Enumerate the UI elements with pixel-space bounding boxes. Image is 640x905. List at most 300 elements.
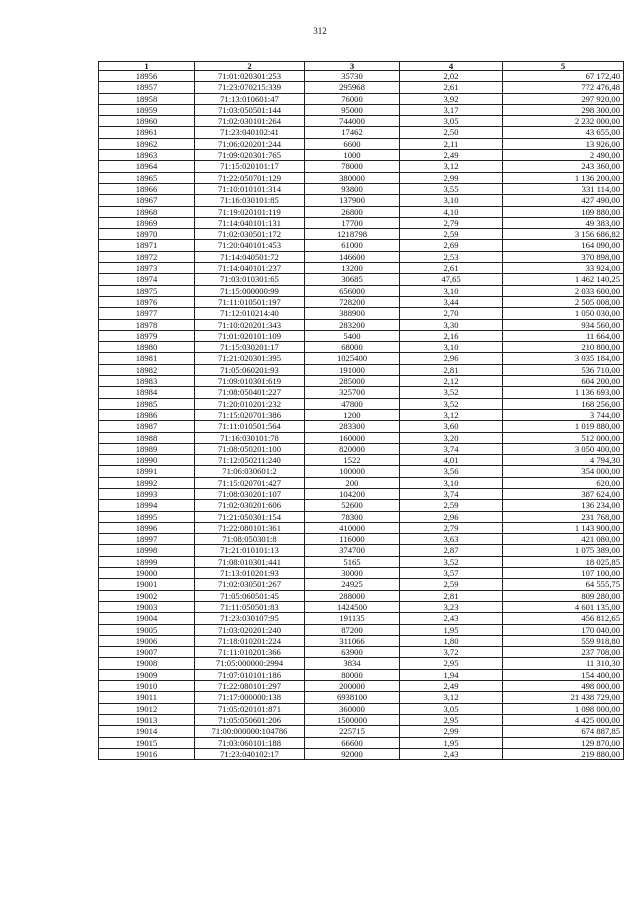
area-cell: 388900: [305, 308, 400, 319]
rate-cell: 3,10: [400, 195, 503, 206]
rate-cell: 2,95: [400, 714, 503, 725]
area-cell: 728200: [305, 296, 400, 307]
cadastral-number: 71:20:010201:232: [195, 398, 305, 409]
cadastral-number: 71:01:020101:109: [195, 330, 305, 341]
rate-cell: 2,11: [400, 138, 503, 149]
value-cell: 3 744,00: [503, 409, 624, 420]
table-row: [99, 251, 624, 262]
row-number: 18956: [99, 71, 195, 82]
rate-cell: 3,92: [400, 93, 503, 104]
row-number: 18986: [99, 409, 195, 420]
row-number: 18981: [99, 353, 195, 364]
area-cell: 63900: [305, 647, 400, 658]
row-number: 18988: [99, 432, 195, 443]
area-cell: 3834: [305, 658, 400, 669]
area-cell: 95000: [305, 104, 400, 115]
value-cell: 21 438 729,00: [503, 692, 624, 703]
row-number: 18982: [99, 364, 195, 375]
table-row: [99, 217, 624, 228]
table-row: [99, 274, 624, 285]
table-row: [99, 161, 624, 172]
value-cell: 1 143 900,00: [503, 522, 624, 533]
area-cell: 1218798: [305, 229, 400, 240]
table-row: [99, 353, 624, 364]
area-cell: 61000: [305, 240, 400, 251]
area-cell: 116000: [305, 534, 400, 545]
cadastral-number: 71:21:020301:395: [195, 353, 305, 364]
rate-cell: 3,52: [400, 398, 503, 409]
area-cell: 656000: [305, 285, 400, 296]
rate-cell: 3,52: [400, 556, 503, 567]
cadastral-number: 71:09:020301:765: [195, 150, 305, 161]
rate-cell: 2,43: [400, 748, 503, 759]
rate-cell: 2,59: [400, 579, 503, 590]
value-cell: 772 476,48: [503, 82, 624, 93]
value-cell: 237 708,00: [503, 647, 624, 658]
cadastral-number: 71:05:050601:206: [195, 714, 305, 725]
area-cell: 30000: [305, 568, 400, 579]
table-row: [99, 511, 624, 522]
row-number: 19005: [99, 624, 195, 635]
rate-cell: 2,43: [400, 613, 503, 624]
cadastral-number: 71:06:020201:244: [195, 138, 305, 149]
rate-cell: 2,81: [400, 364, 503, 375]
cadastral-number: 71:03:020201:240: [195, 624, 305, 635]
cadastral-number: 71:11:010501:197: [195, 296, 305, 307]
area-cell: 311066: [305, 635, 400, 646]
table-row: [99, 206, 624, 217]
value-cell: 2 505 008,00: [503, 296, 624, 307]
rate-cell: 2,69: [400, 240, 503, 251]
table-row: [99, 477, 624, 488]
area-cell: 76000: [305, 93, 400, 104]
row-number: 18960: [99, 116, 195, 127]
value-cell: 64 555,75: [503, 579, 624, 590]
cadastral-number: 71:03:010301:65: [195, 274, 305, 285]
rate-cell: 2,49: [400, 150, 503, 161]
value-cell: 297 920,00: [503, 93, 624, 104]
header-col-3: 3: [305, 62, 400, 71]
value-cell: 13 926,00: [503, 138, 624, 149]
value-cell: 559 918,80: [503, 635, 624, 646]
table-row: [99, 398, 624, 409]
value-cell: 219 880,00: [503, 748, 624, 759]
cadastral-number: 71:12:010214:40: [195, 308, 305, 319]
area-cell: 1500000: [305, 714, 400, 725]
value-cell: 136 234,00: [503, 500, 624, 511]
value-cell: 4 601 135,00: [503, 601, 624, 612]
rate-cell: 2,96: [400, 353, 503, 364]
area-cell: 374700: [305, 545, 400, 556]
table-row: [99, 579, 624, 590]
table-row: [99, 432, 624, 443]
value-cell: 1 136 693,00: [503, 387, 624, 398]
row-number: 18990: [99, 455, 195, 466]
area-cell: 92000: [305, 748, 400, 759]
row-number: 18998: [99, 545, 195, 556]
area-cell: 1424500: [305, 601, 400, 612]
value-cell: 168 256,00: [503, 398, 624, 409]
cadastral-number: 71:06:030601:2: [195, 466, 305, 477]
row-number: 19016: [99, 748, 195, 759]
row-number: 18980: [99, 342, 195, 353]
row-number: 18991: [99, 466, 195, 477]
area-cell: 283200: [305, 319, 400, 330]
area-cell: 820000: [305, 443, 400, 454]
rate-cell: 2,79: [400, 217, 503, 228]
row-number: 18975: [99, 285, 195, 296]
value-cell: 498 000,00: [503, 681, 624, 692]
row-number: 18989: [99, 443, 195, 454]
area-cell: 200000: [305, 681, 400, 692]
cadastral-number: 71:23:030107:95: [195, 613, 305, 624]
row-number: 18974: [99, 274, 195, 285]
row-number: 18966: [99, 183, 195, 194]
value-cell: 387 624,00: [503, 488, 624, 499]
table-row: [99, 421, 624, 432]
table-row: [99, 568, 624, 579]
row-number: 18995: [99, 511, 195, 522]
cadastral-number: 71:12:050211:240: [195, 455, 305, 466]
table-row: [99, 658, 624, 669]
table-row: [99, 150, 624, 161]
table-row: [99, 545, 624, 556]
rate-cell: 1,95: [400, 737, 503, 748]
rate-cell: 1,94: [400, 669, 503, 680]
value-cell: 2 490,00: [503, 150, 624, 161]
value-cell: 427 490,00: [503, 195, 624, 206]
table-row: [99, 669, 624, 680]
area-cell: 360000: [305, 703, 400, 714]
cadastral-number: 71:11:050501:83: [195, 601, 305, 612]
header-col-1: 1: [99, 62, 195, 71]
value-cell: 620,00: [503, 477, 624, 488]
row-number: 18984: [99, 387, 195, 398]
area-cell: 325700: [305, 387, 400, 398]
value-cell: 1 136 200,00: [503, 172, 624, 183]
rate-cell: 1,80: [400, 635, 503, 646]
table-row: [99, 488, 624, 499]
value-cell: 1 098 000,00: [503, 703, 624, 714]
row-number: 19012: [99, 703, 195, 714]
rate-cell: 2,81: [400, 590, 503, 601]
area-cell: 6600: [305, 138, 400, 149]
area-cell: 78000: [305, 161, 400, 172]
table-row: [99, 534, 624, 545]
area-cell: 68000: [305, 342, 400, 353]
rate-cell: 2,59: [400, 229, 503, 240]
rate-cell: 3,12: [400, 409, 503, 420]
rate-cell: 2,79: [400, 522, 503, 533]
value-cell: 1 050 030,00: [503, 308, 624, 319]
area-cell: 26800: [305, 206, 400, 217]
table-row: [99, 556, 624, 567]
table-row: [99, 466, 624, 477]
row-number: 18983: [99, 376, 195, 387]
row-number: 19007: [99, 647, 195, 658]
area-cell: 47800: [305, 398, 400, 409]
cadastral-number: 71:01:020301:253: [195, 71, 305, 82]
area-cell: 93800: [305, 183, 400, 194]
rate-cell: 3,12: [400, 161, 503, 172]
row-number: 19006: [99, 635, 195, 646]
area-cell: 295968: [305, 82, 400, 93]
value-cell: 18 025,85: [503, 556, 624, 567]
table-row: [99, 590, 624, 601]
cadastral-number: 71:15:020701:386: [195, 409, 305, 420]
row-number: 18959: [99, 104, 195, 115]
cadastral-number: 71:02:030501:267: [195, 579, 305, 590]
value-cell: 1 019 880,00: [503, 421, 624, 432]
row-number: 18979: [99, 330, 195, 341]
area-cell: 6938100: [305, 692, 400, 703]
value-cell: 809 280,00: [503, 590, 624, 601]
area-cell: 100000: [305, 466, 400, 477]
rate-cell: 2,53: [400, 251, 503, 262]
value-cell: 129 870,00: [503, 737, 624, 748]
rate-cell: 2,50: [400, 127, 503, 138]
table-row: [99, 748, 624, 759]
value-cell: 67 172,40: [503, 71, 624, 82]
value-cell: 107 100,00: [503, 568, 624, 579]
cadastral-number: 71:10:010101:314: [195, 183, 305, 194]
area-cell: 744000: [305, 116, 400, 127]
value-cell: 536 710,00: [503, 364, 624, 375]
table-row: [99, 116, 624, 127]
rate-cell: 3,52: [400, 387, 503, 398]
row-number: 18973: [99, 263, 195, 274]
value-cell: 2 033 600,00: [503, 285, 624, 296]
row-number: 18978: [99, 319, 195, 330]
table-row: [99, 613, 624, 624]
row-number: 18968: [99, 206, 195, 217]
cadastral-number: 71:16:030101:85: [195, 195, 305, 206]
value-cell: 3 156 686,82: [503, 229, 624, 240]
row-number: 19001: [99, 579, 195, 590]
rate-cell: 4,10: [400, 206, 503, 217]
area-cell: 30685: [305, 274, 400, 285]
value-cell: 3 050 400,00: [503, 443, 624, 454]
cadastral-number: 71:16:030101:78: [195, 432, 305, 443]
table-row: [99, 500, 624, 511]
rate-cell: 4,01: [400, 455, 503, 466]
area-cell: 1200: [305, 409, 400, 420]
value-cell: 3 035 184,00: [503, 353, 624, 364]
area-cell: 35730: [305, 71, 400, 82]
table-row: [99, 319, 624, 330]
value-cell: 370 898,00: [503, 251, 624, 262]
area-cell: 13200: [305, 263, 400, 274]
value-cell: 43 655,00: [503, 127, 624, 138]
rate-cell: 2,16: [400, 330, 503, 341]
area-cell: 191000: [305, 364, 400, 375]
area-cell: 146600: [305, 251, 400, 262]
area-cell: 1025400: [305, 353, 400, 364]
table-row: [99, 183, 624, 194]
cadastral-number: 71:21:050301:154: [195, 511, 305, 522]
area-cell: 5400: [305, 330, 400, 341]
table-row: [99, 104, 624, 115]
table-row: [99, 229, 624, 240]
table-row: [99, 308, 624, 319]
rate-cell: 2,99: [400, 172, 503, 183]
rate-cell: 3,74: [400, 488, 503, 499]
value-cell: 243 360,00: [503, 161, 624, 172]
cadastral-number: 71:23:040102:17: [195, 748, 305, 759]
value-cell: 11 310,30: [503, 658, 624, 669]
rate-cell: 3,60: [400, 421, 503, 432]
area-cell: 5165: [305, 556, 400, 567]
cadastral-number: 71:13:010601:47: [195, 93, 305, 104]
header-col-5: 5: [503, 62, 624, 71]
value-cell: 154 400,00: [503, 669, 624, 680]
row-number: 18972: [99, 251, 195, 262]
row-number: 18987: [99, 421, 195, 432]
cadastral-number: 71:07:010101:186: [195, 669, 305, 680]
cadastral-number: 71:08:030201:107: [195, 488, 305, 499]
row-number: 19010: [99, 681, 195, 692]
area-cell: 160000: [305, 432, 400, 443]
value-cell: 4 425 000,00: [503, 714, 624, 725]
rate-cell: 3,20: [400, 432, 503, 443]
table-row: [99, 692, 624, 703]
value-cell: 331 114,00: [503, 183, 624, 194]
cadastral-number: 71:08:050201:100: [195, 443, 305, 454]
cadastral-number: 71:10:020201:343: [195, 319, 305, 330]
row-number: 19004: [99, 613, 195, 624]
table-row: [99, 409, 624, 420]
row-number: 19009: [99, 669, 195, 680]
value-cell: 512 000,00: [503, 432, 624, 443]
table-row: [99, 195, 624, 206]
area-cell: 380000: [305, 172, 400, 183]
rate-cell: 2,87: [400, 545, 503, 556]
header-col-4: 4: [400, 62, 503, 71]
value-cell: 109 880,00: [503, 206, 624, 217]
area-cell: 288000: [305, 590, 400, 601]
table-row: [99, 172, 624, 183]
cadastral-number: 71:03:060101:188: [195, 737, 305, 748]
table-row: [99, 263, 624, 274]
rate-cell: 3,72: [400, 647, 503, 658]
rate-cell: 3,10: [400, 477, 503, 488]
row-number: 18996: [99, 522, 195, 533]
cadastral-number: 71:05:020101:871: [195, 703, 305, 714]
row-number: 19011: [99, 692, 195, 703]
rate-cell: 3,57: [400, 568, 503, 579]
cadastral-number: 71:20:040101:453: [195, 240, 305, 251]
value-cell: 354 000,00: [503, 466, 624, 477]
table-row: [99, 285, 624, 296]
table-row: [99, 647, 624, 658]
cadastral-number: 71:13:010201:93: [195, 568, 305, 579]
value-cell: 49 383,00: [503, 217, 624, 228]
row-number: 18957: [99, 82, 195, 93]
area-cell: 80000: [305, 669, 400, 680]
table-row: [99, 714, 624, 725]
row-number: 19015: [99, 737, 195, 748]
table-row: [99, 455, 624, 466]
row-number: 19013: [99, 714, 195, 725]
area-cell: 137900: [305, 195, 400, 206]
cadastral-number: 71:14:040101:131: [195, 217, 305, 228]
cadastral-number: 71:09:010301:619: [195, 376, 305, 387]
rate-cell: 2,61: [400, 82, 503, 93]
value-cell: 2 232 000,00: [503, 116, 624, 127]
value-cell: 421 080,00: [503, 534, 624, 545]
row-number: 19003: [99, 601, 195, 612]
cadastral-number: 71:14:040101:237: [195, 263, 305, 274]
page-number: 312: [313, 26, 327, 36]
area-cell: 24925: [305, 579, 400, 590]
area-cell: 78300: [305, 511, 400, 522]
cadastral-number: 71:00:000000:104786: [195, 726, 305, 737]
cadastral-number: 71:05:060201:93: [195, 364, 305, 375]
rate-cell: 2,49: [400, 681, 503, 692]
table-row: [99, 296, 624, 307]
area-cell: 225715: [305, 726, 400, 737]
row-number: 18970: [99, 229, 195, 240]
table-row: [99, 364, 624, 375]
table-row: [99, 601, 624, 612]
area-cell: 52600: [305, 500, 400, 511]
rate-cell: 3,56: [400, 466, 503, 477]
value-cell: 934 560,00: [503, 319, 624, 330]
table-row: [99, 376, 624, 387]
table-row: [99, 330, 624, 341]
rate-cell: 2,61: [400, 263, 503, 274]
rate-cell: 3,23: [400, 601, 503, 612]
rate-cell: 3,44: [400, 296, 503, 307]
row-number: 18977: [99, 308, 195, 319]
table-row: [99, 342, 624, 353]
area-cell: 191135: [305, 613, 400, 624]
table-row: [99, 443, 624, 454]
table-row: [99, 93, 624, 104]
area-cell: 17462: [305, 127, 400, 138]
value-cell: 456 812,65: [503, 613, 624, 624]
cadastral-number: 71:22:080101:297: [195, 681, 305, 692]
table-row: [99, 127, 624, 138]
table-row: [99, 726, 624, 737]
cadastral-number: 71:15:020701:427: [195, 477, 305, 488]
area-cell: 17700: [305, 217, 400, 228]
rate-cell: 3,12: [400, 692, 503, 703]
cadastral-number: 71:15:020101:17: [195, 161, 305, 172]
row-number: 18969: [99, 217, 195, 228]
value-cell: 164 090,00: [503, 240, 624, 251]
row-number: 18962: [99, 138, 195, 149]
table-row: [99, 240, 624, 251]
row-number: 18964: [99, 161, 195, 172]
rate-cell: 1,95: [400, 624, 503, 635]
value-cell: 231 768,00: [503, 511, 624, 522]
row-number: 18976: [99, 296, 195, 307]
cadastral-number: 71:22:080101:361: [195, 522, 305, 533]
table-row: [99, 624, 624, 635]
value-cell: 1 462 140,25: [503, 274, 624, 285]
value-cell: 604 200,00: [503, 376, 624, 387]
cadastral-number: 71:22:050701:129: [195, 172, 305, 183]
row-number: 19014: [99, 726, 195, 737]
value-cell: 4 794,30: [503, 455, 624, 466]
table-row: [99, 703, 624, 714]
rate-cell: 3,10: [400, 342, 503, 353]
table-body: [99, 71, 624, 760]
rate-cell: 2,12: [400, 376, 503, 387]
rate-cell: 3,74: [400, 443, 503, 454]
header-col-2: 2: [195, 62, 305, 71]
